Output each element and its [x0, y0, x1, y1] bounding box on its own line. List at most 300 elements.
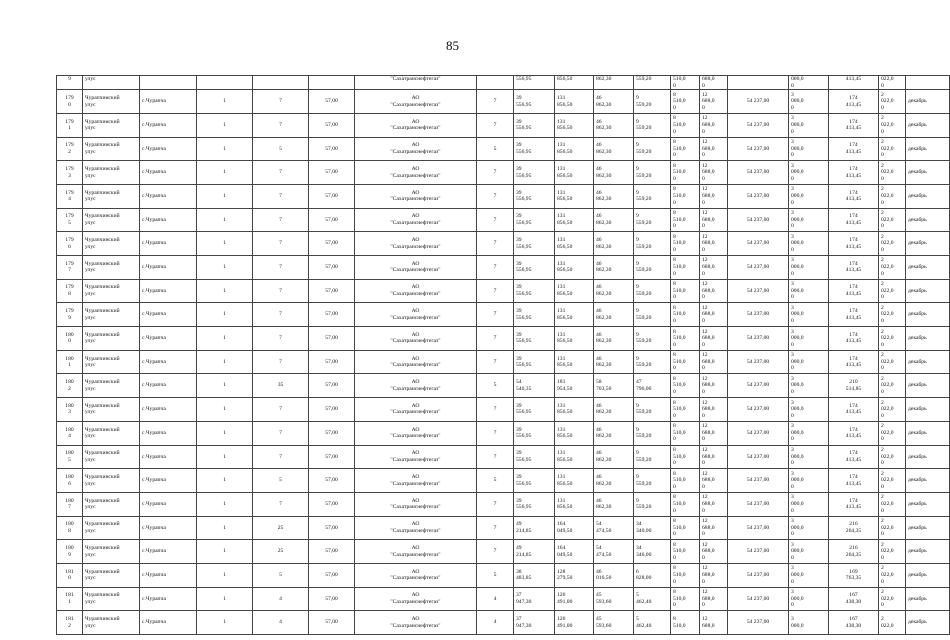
value-6-cell: 12 688,0 [700, 611, 728, 635]
value-3-cell: 46 862,30 [594, 279, 634, 303]
village-cell: с.Чурапча [140, 445, 197, 469]
col-a-cell: 1 [197, 90, 253, 114]
page-number: 85 [446, 38, 459, 53]
org-cell: АО "Сахатранснефтегаз" [355, 540, 477, 564]
value-4-cell: 9 559,20 [634, 161, 671, 185]
value-1-cell: 49 214,85 [514, 516, 555, 540]
col-d-cell: 7 [477, 398, 514, 422]
value-5-cell: 8 510,0 0 [671, 184, 700, 208]
col-a-cell: 1 [197, 516, 253, 540]
value-5-cell: 510,0 0 [671, 76, 700, 90]
value-10-cell: 2 022,0 0 [879, 184, 906, 208]
row-number: 179 2 [57, 137, 83, 161]
village-cell: с.Чурапча [140, 492, 197, 516]
value-9-cell: 174 413,45 [829, 137, 879, 161]
district-cell: Чурапчинский улус [83, 421, 140, 445]
col-d-cell: 7 [477, 161, 514, 185]
value-8-cell: 3 000,0 0 [789, 232, 829, 256]
value-10-cell: 2 022,0 0 [879, 90, 906, 114]
value-10-cell: 2 022,0 0 [879, 492, 906, 516]
value-4-cell: 9 559,20 [634, 232, 671, 256]
col-a-cell: 1 [197, 540, 253, 564]
value-8-cell: 3 000,0 0 [789, 113, 829, 137]
value-4-cell: 9 559,20 [634, 279, 671, 303]
col-d-cell: 7 [477, 90, 514, 114]
table-row [57, 421, 950, 445]
district-cell: Чурапчинский улус [83, 303, 140, 327]
district-cell: улус [83, 76, 140, 90]
value-7-cell: 54 237,00 [728, 540, 789, 564]
value-1-cell: 39 556,95 [514, 469, 555, 493]
value-9-cell: 174 413,45 [829, 492, 879, 516]
value-8-cell: 3 000,0 [789, 611, 829, 635]
col-d-cell: 4 [477, 587, 514, 611]
org-cell: "Сахатранснефтегаз" [355, 76, 477, 90]
col-a-cell: 1 [197, 279, 253, 303]
table-row [57, 161, 950, 185]
value-1-cell: 38 483,85 [514, 563, 555, 587]
col-c-cell: 57,00 [309, 279, 355, 303]
col-d-cell: 4 [477, 611, 514, 635]
org-cell: АО "Сахатранснефтегаз" [355, 303, 477, 327]
org-cell: АО "Сахатранснефтегаз" [355, 256, 477, 280]
month-cell: декабрь [906, 516, 950, 540]
col-d-cell: 7 [477, 279, 514, 303]
village-cell: с.Чурапча [140, 516, 197, 540]
col-b-cell: 5 [253, 469, 309, 493]
value-3-cell: 46 862,30 [594, 421, 634, 445]
col-b-cell: 4 [253, 587, 309, 611]
value-7-cell: 54 237,00 [728, 492, 789, 516]
month-cell: декабрь [906, 208, 950, 232]
value-9-cell: 174 413,45 [829, 184, 879, 208]
value-6-cell: 12 688,0 0 [700, 350, 728, 374]
value-6-cell: 12 688,0 0 [700, 587, 728, 611]
col-b-cell: 7 [253, 90, 309, 114]
row-number: 179 4 [57, 184, 83, 208]
value-6-cell: 12 688,0 0 [700, 492, 728, 516]
col-d-cell: 7 [477, 232, 514, 256]
value-3-cell: 46 862,30 [594, 350, 634, 374]
row-number: 179 5 [57, 208, 83, 232]
org-cell: АО "Сахатранснефтегаз" [355, 161, 477, 185]
value-3-cell: 46 862,30 [594, 113, 634, 137]
table-row [57, 279, 950, 303]
table-row [57, 540, 950, 564]
month-cell: декабрь [906, 587, 950, 611]
row-number: 180 0 [57, 327, 83, 351]
value-1-cell: 39 556,95 [514, 350, 555, 374]
district-cell: Чурапчинский улус [83, 492, 140, 516]
village-cell: с.Чурапча [140, 540, 197, 564]
row-number: 179 9 [57, 303, 83, 327]
value-7-cell: 54 237,00 [728, 232, 789, 256]
table-row [57, 469, 950, 493]
value-5-cell: 8 510,0 0 [671, 445, 700, 469]
col-d-cell: 7 [477, 208, 514, 232]
org-cell: АО "Сахатранснефтегаз" [355, 492, 477, 516]
value-6-cell: 12 688,0 0 [700, 540, 728, 564]
value-1-cell: 54 540,35 [514, 374, 555, 398]
value-2-cell: 131 856,50 [555, 137, 594, 161]
table-row [57, 137, 950, 161]
value-5-cell: 8 510,0 0 [671, 279, 700, 303]
month-cell: декабрь [906, 398, 950, 422]
value-8-cell: 3 000,0 0 [789, 256, 829, 280]
month-cell: декабрь [906, 90, 950, 114]
value-5-cell: 8 510,0 0 [671, 137, 700, 161]
month-cell: декабрь [906, 350, 950, 374]
col-a-cell: 1 [197, 421, 253, 445]
value-7-cell: 54 237,00 [728, 327, 789, 351]
value-6-cell: 12 688,0 0 [700, 161, 728, 185]
village-cell: с.Чурапча [140, 279, 197, 303]
value-8-cell: 3 000,0 0 [789, 350, 829, 374]
row-number: 179 1 [57, 113, 83, 137]
district-cell: Чурапчинский улус [83, 469, 140, 493]
col-b-cell: 35 [253, 374, 309, 398]
district-cell: Чурапчинский улус [83, 587, 140, 611]
col-d-cell: 5 [477, 374, 514, 398]
col-b-cell: 5 [253, 137, 309, 161]
value-5-cell: 8 510,0 0 [671, 421, 700, 445]
value-9-cell: 216 264,35 [829, 540, 879, 564]
village-cell: с.Чурапча [140, 587, 197, 611]
value-10-cell: 2 022,0 0 [879, 327, 906, 351]
value-8-cell: 3 000,0 0 [789, 469, 829, 493]
month-cell: декабрь [906, 563, 950, 587]
value-7-cell: 54 237,00 [728, 90, 789, 114]
org-cell: АО "Сахатранснефтегаз" [355, 208, 477, 232]
table-row [57, 208, 950, 232]
col-b-cell: 7 [253, 208, 309, 232]
value-6-cell: 12 688,0 0 [700, 445, 728, 469]
value-6-cell: 12 688,0 0 [700, 137, 728, 161]
village-cell: с.Чурапча [140, 469, 197, 493]
village-cell: с.Чурапча [140, 398, 197, 422]
village-cell: с.Чурапча [140, 208, 197, 232]
month-cell: декабрь [906, 279, 950, 303]
value-8-cell: 3 000,0 0 [789, 137, 829, 161]
value-8-cell: 3 000,0 0 [789, 398, 829, 422]
value-2-cell: 131 856,50 [555, 492, 594, 516]
row-number: 180 2 [57, 374, 83, 398]
table-row-partial [57, 76, 950, 90]
col-a-cell: 1 [197, 374, 253, 398]
value-6-cell: 12 688,0 0 [700, 90, 728, 114]
value-2-cell: 131 856,50 [555, 184, 594, 208]
district-cell: Чурапчинский улус [83, 563, 140, 587]
org-cell: АО "Сахатранснефтегаз" [355, 563, 477, 587]
col-c-cell: 57,00 [309, 398, 355, 422]
value-5-cell: 8 510,0 0 [671, 208, 700, 232]
village-cell: с.Чурапча [140, 374, 197, 398]
value-10-cell: 2 022,0 0 [879, 563, 906, 587]
value-8-cell: 3 000,0 0 [789, 563, 829, 587]
value-3-cell: 46 862,30 [594, 208, 634, 232]
value-1-cell: 556,95 [514, 76, 555, 90]
value-3-cell: 46 862,30 [594, 232, 634, 256]
row-number: 181 0 [57, 563, 83, 587]
table-row [57, 113, 950, 137]
col-a-cell: 1 [197, 137, 253, 161]
org-cell: АО "Сахатранснефтегаз" [355, 587, 477, 611]
col-b-cell [253, 76, 309, 90]
col-c-cell: 57,00 [309, 161, 355, 185]
value-9-cell: 174 413,45 [829, 469, 879, 493]
col-b-cell: 7 [253, 398, 309, 422]
value-4-cell: 9 559,20 [634, 469, 671, 493]
col-c-cell: 57,00 [309, 113, 355, 137]
value-2-cell: 131 856,50 [555, 232, 594, 256]
value-3-cell: 45 593,60 [594, 587, 634, 611]
value-6-cell: 12 688,0 0 [700, 516, 728, 540]
col-c-cell: 57,00 [309, 587, 355, 611]
col-d-cell: 7 [477, 113, 514, 137]
col-a-cell: 1 [197, 232, 253, 256]
org-cell: АО "Сахатранснефтегаз" [355, 398, 477, 422]
value-2-cell: 131 856,50 [555, 279, 594, 303]
col-a-cell: 1 [197, 398, 253, 422]
value-2-cell: 128 279,50 [555, 563, 594, 587]
row-number: 180 6 [57, 469, 83, 493]
village-cell: с.Чурапча [140, 256, 197, 280]
value-1-cell: 39 556,95 [514, 445, 555, 469]
row-number: 180 3 [57, 398, 83, 422]
col-a-cell: 1 [197, 208, 253, 232]
col-b-cell: 7 [253, 303, 309, 327]
district-cell: Чурапчинский улус [83, 256, 140, 280]
value-8-cell: 000,0 0 [789, 76, 829, 90]
village-cell: с.Чурапча [140, 303, 197, 327]
value-1-cell: 39 556,95 [514, 398, 555, 422]
row-number: 181 2 [57, 611, 83, 635]
value-7-cell: 54 237,00 [728, 303, 789, 327]
value-4-cell: 9 559,20 [634, 90, 671, 114]
value-5-cell: 8 510,0 0 [671, 374, 700, 398]
value-2-cell: 181 954,50 [555, 374, 594, 398]
village-cell: с.Чурапча [140, 137, 197, 161]
value-1-cell: 39 556,95 [514, 303, 555, 327]
row-number: 179 6 [57, 232, 83, 256]
value-7-cell: 54 237,00 [728, 137, 789, 161]
col-c-cell: 57,00 [309, 421, 355, 445]
row-number: 180 1 [57, 350, 83, 374]
month-cell: декабрь [906, 611, 950, 635]
district-cell: Чурапчинский улус [83, 208, 140, 232]
district-cell: Чурапчинский улус [83, 137, 140, 161]
value-5-cell: 8 510,0 0 [671, 492, 700, 516]
row-number: 181 1 [57, 587, 83, 611]
value-9-cell: 216 264,35 [829, 516, 879, 540]
value-9-cell: 210 514,85 [829, 374, 879, 398]
col-c-cell: 57,00 [309, 611, 355, 635]
value-3-cell: 46 862,30 [594, 303, 634, 327]
org-cell: АО "Сахатранснефтегаз" [355, 445, 477, 469]
value-1-cell: 39 556,95 [514, 161, 555, 185]
value-3-cell: 45 593,60 [594, 611, 634, 635]
col-b-cell: 7 [253, 445, 309, 469]
col-a-cell: 1 [197, 161, 253, 185]
col-a-cell: 1 [197, 445, 253, 469]
value-2-cell: 131 856,50 [555, 113, 594, 137]
month-cell: декабрь [906, 469, 950, 493]
value-8-cell: 3 000,0 0 [789, 208, 829, 232]
value-9-cell: 169 763,35 [829, 563, 879, 587]
value-5-cell: 8 510,0 0 [671, 256, 700, 280]
value-4-cell: 9 559,20 [634, 398, 671, 422]
value-2-cell: 131 856,50 [555, 161, 594, 185]
value-3-cell: 862,30 [594, 76, 634, 90]
value-7-cell: 54 237,00 [728, 374, 789, 398]
value-2-cell: 164 049,50 [555, 516, 594, 540]
value-4-cell: 5 462,40 [634, 587, 671, 611]
value-6-cell: 12 688,0 0 [700, 184, 728, 208]
value-1-cell: 39 556,95 [514, 90, 555, 114]
value-5-cell: 8 510,0 0 [671, 327, 700, 351]
month-cell: декабрь [906, 540, 950, 564]
col-d-cell: 7 [477, 327, 514, 351]
value-9-cell: 174 413,45 [829, 232, 879, 256]
col-c-cell: 57,00 [309, 563, 355, 587]
village-cell: с.Чурапча [140, 421, 197, 445]
village-cell [140, 76, 197, 90]
value-2-cell: 131 856,50 [555, 469, 594, 493]
value-7-cell: 54 237,00 [728, 184, 789, 208]
value-2-cell: 131 856,50 [555, 208, 594, 232]
value-7-cell: 54 237,00 [728, 563, 789, 587]
value-7-cell: 54 237,00 [728, 208, 789, 232]
col-c-cell: 57,00 [309, 445, 355, 469]
col-c-cell: 57,00 [309, 540, 355, 564]
col-c-cell: 57,00 [309, 208, 355, 232]
value-7-cell: 54 237,00 [728, 398, 789, 422]
col-c-cell [309, 76, 355, 90]
village-cell: с.Чурапча [140, 327, 197, 351]
value-7-cell: 54 237,00 [728, 516, 789, 540]
value-4-cell: 9 559,20 [634, 303, 671, 327]
value-6-cell: 12 688,0 0 [700, 327, 728, 351]
district-cell: Чурапчинский улус [83, 445, 140, 469]
value-8-cell: 3 000,0 0 [789, 90, 829, 114]
value-10-cell: 2 022,0 0 [879, 374, 906, 398]
value-10-cell: 2 022,0 0 [879, 445, 906, 469]
col-c-cell: 57,00 [309, 350, 355, 374]
col-d-cell: 7 [477, 516, 514, 540]
value-6-cell: 12 688,0 0 [700, 563, 728, 587]
value-7-cell: 54 237,00 [728, 113, 789, 137]
value-10-cell: 2 022,0 0 [879, 256, 906, 280]
value-9-cell: 174 413,45 [829, 350, 879, 374]
value-3-cell: 46 862,30 [594, 398, 634, 422]
col-a-cell: 1 [197, 350, 253, 374]
value-4-cell: 47 796,00 [634, 374, 671, 398]
value-3-cell: 46 862,30 [594, 256, 634, 280]
value-10-cell: 2 022,0 0 [879, 350, 906, 374]
col-a-cell: 1 [197, 587, 253, 611]
value-5-cell: 8 510,0 0 [671, 232, 700, 256]
table-row [57, 184, 950, 208]
value-4-cell: 9 559,20 [634, 113, 671, 137]
district-cell: Чурапчинский улус [83, 113, 140, 137]
col-d-cell: 7 [477, 540, 514, 564]
org-cell: АО "Сахатранснефтегаз" [355, 374, 477, 398]
district-cell: Чурапчинский улус [83, 611, 140, 635]
value-10-cell: 2 022,0 0 [879, 398, 906, 422]
district-cell: Чурапчинский улус [83, 184, 140, 208]
value-3-cell: 46 862,30 [594, 161, 634, 185]
village-cell: с.Чурапча [140, 161, 197, 185]
col-d-cell: 5 [477, 469, 514, 493]
value-7-cell: 54 237,00 [728, 279, 789, 303]
table-row [57, 374, 950, 398]
col-c-cell: 57,00 [309, 137, 355, 161]
col-b-cell: 7 [253, 161, 309, 185]
value-6-cell: 12 688,0 0 [700, 374, 728, 398]
table-row [57, 611, 950, 635]
value-10-cell: 2 022,0 0 [879, 113, 906, 137]
value-2-cell: 131 856,50 [555, 421, 594, 445]
month-cell: декабрь [906, 232, 950, 256]
district-cell: Чурапчинский улус [83, 90, 140, 114]
col-d-cell: 5 [477, 137, 514, 161]
value-10-cell: 2 022,0 0 [879, 469, 906, 493]
value-10-cell: 2 022,0 0 [879, 208, 906, 232]
value-10-cell: 2 022,0 0 [879, 303, 906, 327]
value-4-cell: 9 559,20 [634, 445, 671, 469]
row-number: 179 7 [57, 256, 83, 280]
col-a-cell: 1 [197, 563, 253, 587]
value-7-cell: 54 237,00 [728, 421, 789, 445]
value-1-cell: 39 556,95 [514, 137, 555, 161]
value-2-cell: 131 856,50 [555, 327, 594, 351]
value-8-cell: 3 000,0 0 [789, 374, 829, 398]
district-cell: Чурапчинский улус [83, 374, 140, 398]
value-10-cell: 2 022,0 0 [879, 540, 906, 564]
col-b-cell: 7 [253, 350, 309, 374]
value-2-cell: 126 491,00 [555, 611, 594, 635]
value-1-cell: 39 556,95 [514, 279, 555, 303]
value-9-cell: 174 413,45 [829, 208, 879, 232]
district-cell: Чурапчинский улус [83, 350, 140, 374]
village-cell: с.Чурапча [140, 350, 197, 374]
col-a-cell: 1 [197, 113, 253, 137]
col-c-cell: 57,00 [309, 374, 355, 398]
value-8-cell: 3 000,0 0 [789, 445, 829, 469]
value-5-cell: 8 510,0 0 [671, 303, 700, 327]
org-cell: АО "Сахатранснефтегаз" [355, 184, 477, 208]
value-9-cell: 167 438,30 [829, 587, 879, 611]
value-1-cell: 37 947,30 [514, 587, 555, 611]
value-4-cell: 9 559,20 [634, 208, 671, 232]
value-8-cell: 3 000,0 0 [789, 279, 829, 303]
district-cell: Чурапчинский улус [83, 279, 140, 303]
value-7-cell: 54 237,00 [728, 587, 789, 611]
table-row [57, 516, 950, 540]
value-1-cell: 39 556,95 [514, 232, 555, 256]
value-2-cell: 131 856,50 [555, 256, 594, 280]
value-2-cell: 164 049,50 [555, 540, 594, 564]
value-7-cell: 54 237,00 [728, 350, 789, 374]
value-5-cell: 8 510,0 0 [671, 350, 700, 374]
value-10-cell: 2 022,0 0 [879, 587, 906, 611]
col-a-cell: 1 [197, 184, 253, 208]
value-6-cell: 12 688,0 0 [700, 279, 728, 303]
value-6-cell: 12 688,0 0 [700, 421, 728, 445]
col-d-cell: 7 [477, 256, 514, 280]
col-b-cell: 5 [253, 563, 309, 587]
value-3-cell: 46 862,30 [594, 90, 634, 114]
